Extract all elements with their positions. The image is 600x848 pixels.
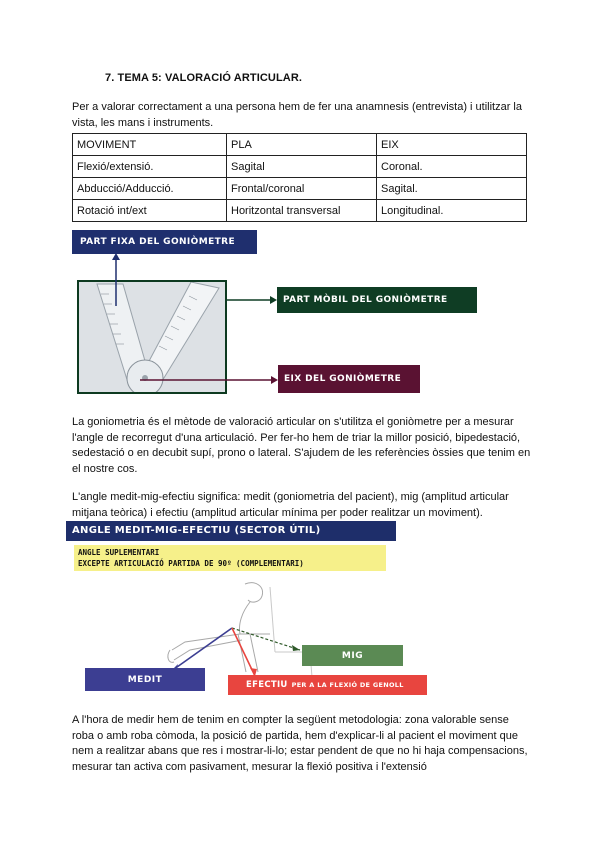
table-cell: Rotació int/ext xyxy=(73,200,227,222)
table-cell: Coronal. xyxy=(377,156,527,178)
table-header-cell: PLA xyxy=(227,134,377,156)
efectiu-label-main: EFECTIU xyxy=(246,680,288,690)
mobile-part-label: PART MÒBIL DEL GONIÒMETRE xyxy=(277,287,477,313)
table-cell: Frontal/coronal xyxy=(227,178,377,200)
section-heading: 7. TEMA 5: VALORACIÓ ARTICULAR. xyxy=(105,72,303,84)
table-cell: Abducció/Adducció. xyxy=(73,178,227,200)
methodology-paragraph: A l'hora de medir hem de tenim en compter la següent metodologia: zona valorable sense roba o amb roba còmoda, la posició de partida, hem d'explicar-li al pacient el moviment que nem a realitzar abans que res i mostrar-li-lo; estar pendent de que no hi haja compensacions, mesurar tan activa com pasivament, mesurar la flexió positiva i l'extensió xyxy=(72,714,528,773)
table-cell: Sagital. xyxy=(377,178,527,200)
mig-label: MIG xyxy=(302,645,403,666)
efectiu-label-suffix: PER A LA FLEXIÓ DE GENOLL xyxy=(291,681,404,689)
table-cell: Sagital xyxy=(227,156,377,178)
intro-paragraph: Per a valorar correctament a una persona hem de fer una anamnesis (entrevista) i utilitzar la vista, les mans i instruments. xyxy=(72,101,522,129)
medit-label: MEDIT xyxy=(85,668,205,691)
table-header-cell: EIX xyxy=(377,134,527,156)
goniometry-paragraph: La goniometria és el mètode de valoració articular on s'utilitza el goniòmetre per a mesurar l'angle de recorregut d'una articulació. Per fer-ho hem de triar la millor posició, bipedestació, sedestació o en decubit supí, prono o lateral. S'ajudem de les referències òssies que tenim en el nostre cos. xyxy=(72,416,531,475)
axis-label: EIX DEL GONIÒMETRE xyxy=(278,365,420,393)
efectiu-label xyxy=(228,675,427,695)
figure2-title: ANGLE MEDIT-MIG-EFECTIU (SECTOR ÚTIL) xyxy=(66,521,396,541)
table-cell: Horitzontal transversal xyxy=(227,200,377,222)
yellow-line-2: EXCEPTE ARTICULACIÓ PARTIDA DE 90º (COMPLEMENTARI) xyxy=(78,559,304,568)
angle-paragraph: L'angle medit-mig-efectiu significa: medit (goniometria del pacient), mig (amplitud articular mitjana teòrica) i efectiu (amplitud articular mínima per poder realitzar un moviment). xyxy=(72,491,509,519)
table-cell: Longitudinal. xyxy=(377,200,527,222)
table-cell: Flexió/extensió. xyxy=(73,156,227,178)
fixed-part-label: PART FIXA DEL GONIÒMETRE xyxy=(72,230,257,254)
yellow-line-1: ANGLE SUPLEMENTARI xyxy=(78,548,160,557)
table-header-cell: MOVIMENT xyxy=(73,134,227,156)
supplementary-angle-note xyxy=(74,545,386,571)
